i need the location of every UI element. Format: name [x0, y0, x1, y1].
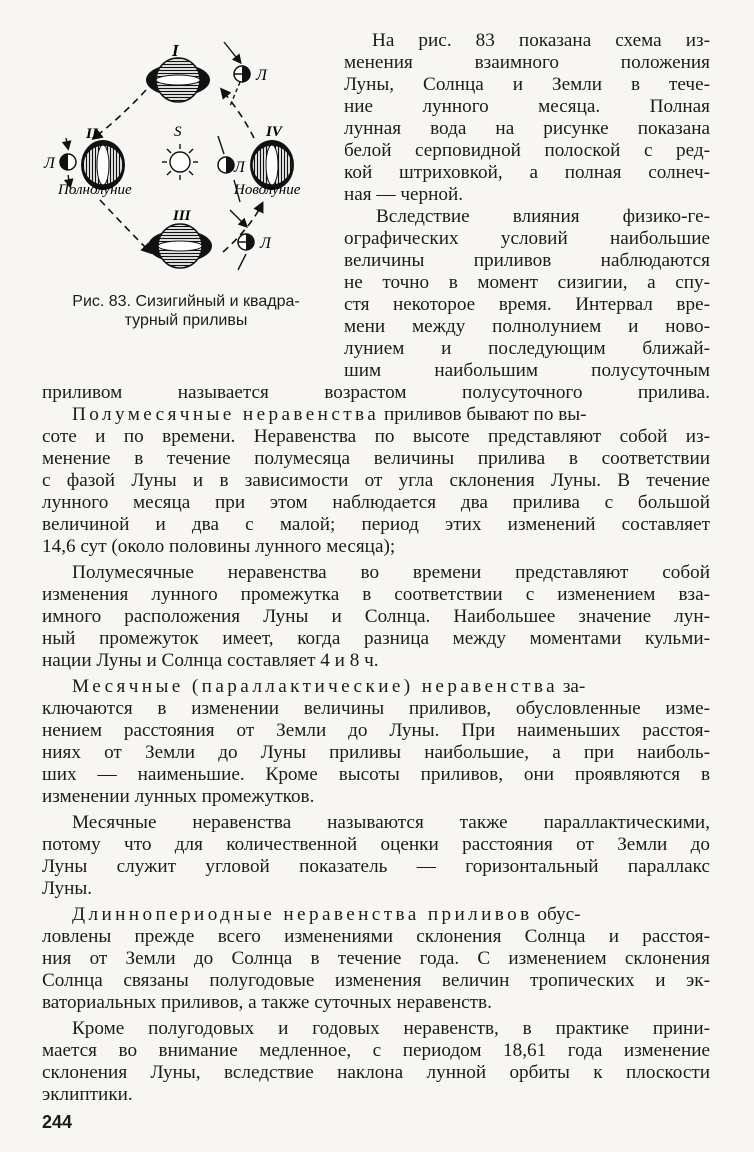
text-fragment: обус- — [532, 904, 581, 925]
text-line: лунием и последующим ближай- — [344, 338, 710, 359]
moon-bottom — [238, 234, 254, 250]
earth-position-3 — [148, 224, 212, 268]
text-line: мается во внимание медленное, с периодом 18,61 года изменение — [42, 1040, 710, 1061]
text-line: шим наибольшим полусуточным — [344, 360, 710, 381]
text-line: нации Луны и Солнца составляет 4 и 8 ч. — [42, 650, 379, 671]
text-line: ный промежуток имеет, когда разница между моментами кульми- — [42, 628, 710, 649]
text-line: потому что для количественной оценки расстояния от Земли до — [42, 834, 710, 855]
text-line: менения взаимного положения — [344, 52, 710, 73]
text-line: Луны. — [42, 878, 93, 899]
moon-label-right: Л — [234, 159, 245, 176]
text-line — [72, 404, 587, 426]
text-line: имного расположения Луны и Солнца. Наибольшее значение лун- — [42, 606, 710, 627]
text-line: Луны служит угловой показатель — горизонтальный параллакс — [42, 856, 710, 877]
text-line: ловлены прежде всего изменениями склонения Солнца и расстоя- — [42, 926, 710, 947]
sun-label: S — [174, 124, 182, 140]
text-line: ваториальных приливов, а также суточных неравенств. — [42, 992, 492, 1013]
text-line: белой серповидной полоской с ред- — [344, 140, 710, 161]
earth-position-1 — [146, 58, 210, 102]
caption-line: Рис. 83. Сизигийный и квадра- — [72, 293, 300, 310]
text-line: не точно в момент сизигии, а спу- — [344, 272, 710, 293]
position-4-label: IV — [266, 124, 282, 140]
text-line: Полумесячные неравенства во времени представляют собой — [72, 562, 710, 583]
text-line: ная — черной. — [344, 184, 464, 205]
tide-diagram — [28, 30, 338, 292]
position-3-label: III — [173, 208, 191, 224]
text-line: ографических условий наибольшие — [344, 228, 710, 249]
caption-line: турный приливы — [124, 312, 248, 329]
text-line: 14,6 сут (около половины лунного месяца); — [42, 536, 396, 557]
text-line: Вследствие влияния физико-ге- — [376, 206, 710, 227]
new-moon-label: Новолуние — [234, 182, 301, 198]
text-line: Кроме полугодовых и годовых неравенств, в практике прини- — [72, 1018, 710, 1039]
term-monthly: Месячные (параллактические) неравенства — [72, 676, 559, 697]
position-2-label: II — [86, 126, 98, 142]
text-line: Луны, Солнца и Земли в тече- — [344, 74, 710, 95]
moon-top — [234, 66, 250, 82]
text-line: соте и по времени. Неравенства по высоте представляют собой из- — [42, 426, 710, 447]
text-line: Месячные неравенства называются также параллактическими, — [72, 812, 710, 833]
text-line: кой штриховкой, а полная солнеч- — [344, 162, 710, 183]
text-line — [72, 904, 581, 926]
text-line: изменения лунного промежутка в соответствии с изменением вза- — [42, 584, 710, 605]
text-line: с фазой Луны и в зависимости от угла склонения Луны. В течение — [42, 470, 710, 491]
text-fragment: приливов бывают по вы- — [379, 404, 587, 425]
text-line: ние лунного месяца. Полная — [344, 96, 710, 117]
text-line: лунного месяца при этом наблюдается два прилива с большой — [42, 492, 710, 513]
text-line: нением расстояния от Земли до Луны. При наименьших расстоя- — [42, 720, 710, 741]
sun-icon — [162, 144, 198, 180]
text-line: величиной и два с малой; период этих изменений составляет — [42, 514, 710, 535]
text-line: На рис. 83 показана схема из- — [372, 30, 710, 51]
text-line: приливом называется возрастом полусуточного прилива. — [42, 382, 710, 403]
text-line: величины приливов наблюдаются — [344, 250, 710, 271]
term-longperiod: Длиннопериодные неравенства приливов — [72, 904, 533, 925]
text-line: лунная вода на рисунке показана — [344, 118, 710, 139]
text-line: эклиптики. — [42, 1084, 133, 1105]
text-line: ключаются в изменении величины приливов, обусловленные изме- — [42, 698, 710, 719]
text-line: стя некоторое время. Интервал вре- — [344, 294, 710, 315]
page-number: 244 — [42, 1112, 73, 1132]
figure-83 — [28, 30, 338, 292]
figure-caption — [36, 292, 336, 330]
moon-label-left: Л — [44, 155, 55, 172]
text-line: Солнца связаны полугодовые изменения величин тропических и эк- — [42, 970, 710, 991]
text-line — [72, 676, 585, 698]
moon-label-top: Л — [256, 67, 267, 84]
moon-right — [218, 157, 234, 173]
text-fragment: за- — [558, 676, 586, 697]
position-1-label: I — [172, 41, 179, 60]
text-line: склонения Луны, вследствие наклона лунной орбиты к плоскости — [42, 1062, 710, 1083]
full-moon-label: Полнолуние — [58, 182, 132, 198]
moon-label-bottom: Л — [260, 235, 271, 252]
text-line: ших — наименьшие. Кроме высоты приливов, они проявляются в — [42, 764, 710, 785]
text-line: ниях от Земли до Луны приливы наибольшие, а при наиболь- — [42, 742, 710, 763]
text-line: изменении лунных промежутков. — [42, 786, 315, 807]
term-semimonthly: Полумесячные неравенства — [72, 404, 380, 425]
text-line: менение в течение полумесяца величины прилива в соответствии — [42, 448, 710, 469]
moon-left — [60, 154, 76, 170]
text-line: мени между полнолунием и ново- — [344, 316, 710, 337]
text-line: ния от Земли до Солнца в течение года. С изменением склонения — [42, 948, 710, 969]
